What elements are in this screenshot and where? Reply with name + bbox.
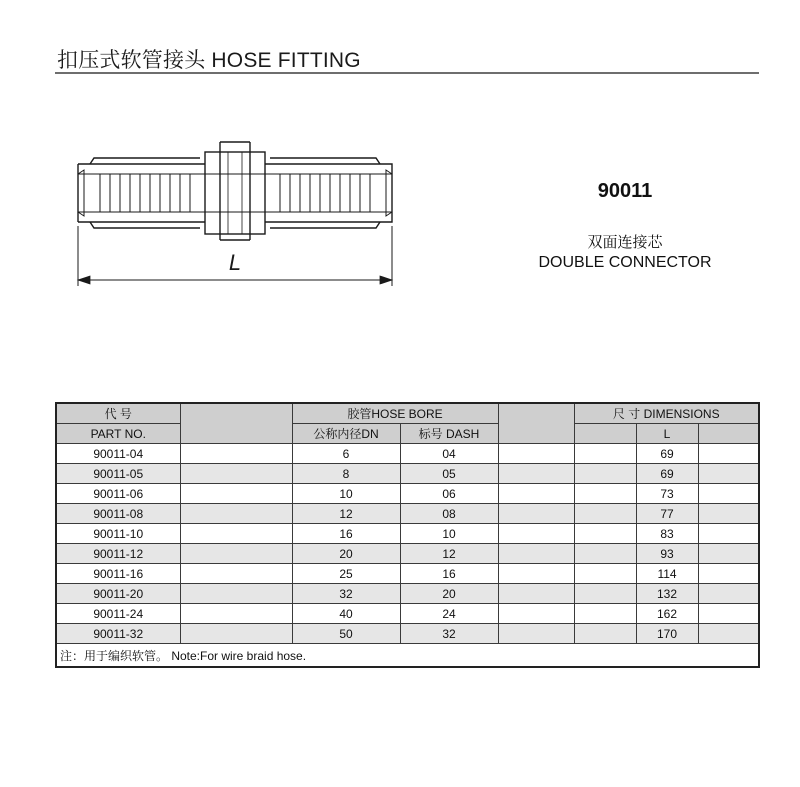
cell-blank	[498, 464, 574, 484]
cell-part-no: 90011-12	[56, 544, 180, 564]
page-title: 扣压式软管接头 HOSE FITTING	[57, 49, 361, 72]
cell-part-no: 90011-16	[56, 564, 180, 584]
cell-dn: 25	[292, 564, 400, 584]
product-name-cn: 双面连接芯	[587, 234, 663, 251]
cell-l: 77	[636, 504, 698, 524]
cell-l: 83	[636, 524, 698, 544]
cell-dn: 40	[292, 604, 400, 624]
header-dimensions: 尺 寸 DIMENSIONS	[574, 403, 759, 424]
cell-part-no: 90011-32	[56, 624, 180, 644]
cell-blank	[574, 484, 636, 504]
cell-part-no: 90011-10	[56, 524, 180, 544]
cell-blank	[698, 504, 759, 524]
cell-blank	[180, 564, 292, 584]
table-row	[56, 524, 759, 544]
cell-blank	[498, 484, 574, 504]
cell-blank	[698, 624, 759, 644]
cell-dash: 16	[400, 564, 498, 584]
dimension-label: L	[228, 250, 242, 275]
cell-l: 132	[636, 584, 698, 604]
fitting-drawing	[70, 130, 400, 290]
cell-dash: 10	[400, 524, 498, 544]
header-blank-2	[498, 403, 574, 444]
cell-dn: 16	[292, 524, 400, 544]
cell-dn: 50	[292, 624, 400, 644]
cell-l: 73	[636, 484, 698, 504]
cell-part-no: 90011-04	[56, 444, 180, 464]
header-blank-4	[698, 424, 759, 444]
cell-part-no: 90011-20	[56, 584, 180, 604]
header-blank-3	[574, 424, 636, 444]
header-part-en: PART NO.	[56, 424, 180, 444]
cell-l: 170	[636, 624, 698, 644]
table-note: 注：用于编织软管。 Note:For wire braid hose.	[56, 644, 759, 668]
cell-blank	[574, 584, 636, 604]
product-name-en: DOUBLE CONNECTOR	[538, 254, 712, 271]
cell-blank	[574, 504, 636, 524]
cell-part-no: 90011-24	[56, 604, 180, 624]
cell-blank	[698, 584, 759, 604]
cell-blank	[180, 584, 292, 604]
cell-blank	[498, 444, 574, 464]
cell-blank	[574, 524, 636, 544]
cell-blank	[698, 544, 759, 564]
cell-blank	[180, 524, 292, 544]
cell-blank	[180, 484, 292, 504]
cell-dash: 08	[400, 504, 498, 524]
cell-l: 162	[636, 604, 698, 624]
cell-blank	[180, 444, 292, 464]
cell-blank	[698, 444, 759, 464]
header-dash: 标号 DASH	[400, 424, 498, 444]
table-subheader-row	[56, 424, 759, 444]
header-hose-bore: 胶管HOSE BORE	[292, 403, 498, 424]
header-blank-1	[180, 403, 292, 444]
table-row	[56, 464, 759, 484]
cell-blank	[498, 584, 574, 604]
cell-l: 114	[636, 564, 698, 584]
cell-blank	[180, 624, 292, 644]
table-row	[56, 564, 759, 584]
table-row	[56, 584, 759, 604]
cell-blank	[180, 604, 292, 624]
cell-blank	[574, 464, 636, 484]
table-row	[56, 604, 759, 624]
cell-blank	[574, 564, 636, 584]
table-row	[56, 504, 759, 524]
cell-part-no: 90011-06	[56, 484, 180, 504]
cell-blank	[180, 504, 292, 524]
cell-blank	[498, 564, 574, 584]
table-row	[56, 624, 759, 644]
cell-dn: 20	[292, 544, 400, 564]
cell-dash: 05	[400, 464, 498, 484]
spec-table	[55, 402, 760, 668]
cell-dn: 8	[292, 464, 400, 484]
cell-blank	[180, 544, 292, 564]
cell-blank	[574, 444, 636, 464]
cell-dash: 24	[400, 604, 498, 624]
cell-part-no: 90011-05	[56, 464, 180, 484]
cell-blank	[698, 564, 759, 584]
cell-blank	[498, 624, 574, 644]
cell-dash: 20	[400, 584, 498, 604]
cell-part-no: 90011-08	[56, 504, 180, 524]
cell-blank	[574, 624, 636, 644]
cell-blank	[498, 504, 574, 524]
cell-blank	[574, 544, 636, 564]
table-row	[56, 544, 759, 564]
table-header-row	[56, 403, 759, 424]
table-row	[56, 444, 759, 464]
table-note-row	[56, 644, 759, 668]
header-l: L	[636, 424, 698, 444]
cell-blank	[498, 544, 574, 564]
cell-dn: 6	[292, 444, 400, 464]
cell-blank	[180, 464, 292, 484]
cell-blank	[574, 604, 636, 624]
cell-dash: 12	[400, 544, 498, 564]
product-code: 90011	[597, 180, 653, 202]
cell-dash: 04	[400, 444, 498, 464]
cell-blank	[498, 524, 574, 544]
cell-blank	[698, 524, 759, 544]
cell-dash: 06	[400, 484, 498, 504]
cell-l: 69	[636, 464, 698, 484]
cell-dash: 32	[400, 624, 498, 644]
cell-blank	[698, 464, 759, 484]
cell-l: 93	[636, 544, 698, 564]
header-dn: 公称内径DN	[292, 424, 400, 444]
cell-dn: 32	[292, 584, 400, 604]
cell-blank	[698, 604, 759, 624]
cell-blank	[698, 484, 759, 504]
cell-dn: 10	[292, 484, 400, 504]
cell-dn: 12	[292, 504, 400, 524]
table-row	[56, 484, 759, 504]
cell-l: 69	[636, 444, 698, 464]
header-divider	[55, 72, 759, 74]
header-part-cn: 代 号	[56, 403, 180, 424]
cell-blank	[498, 604, 574, 624]
